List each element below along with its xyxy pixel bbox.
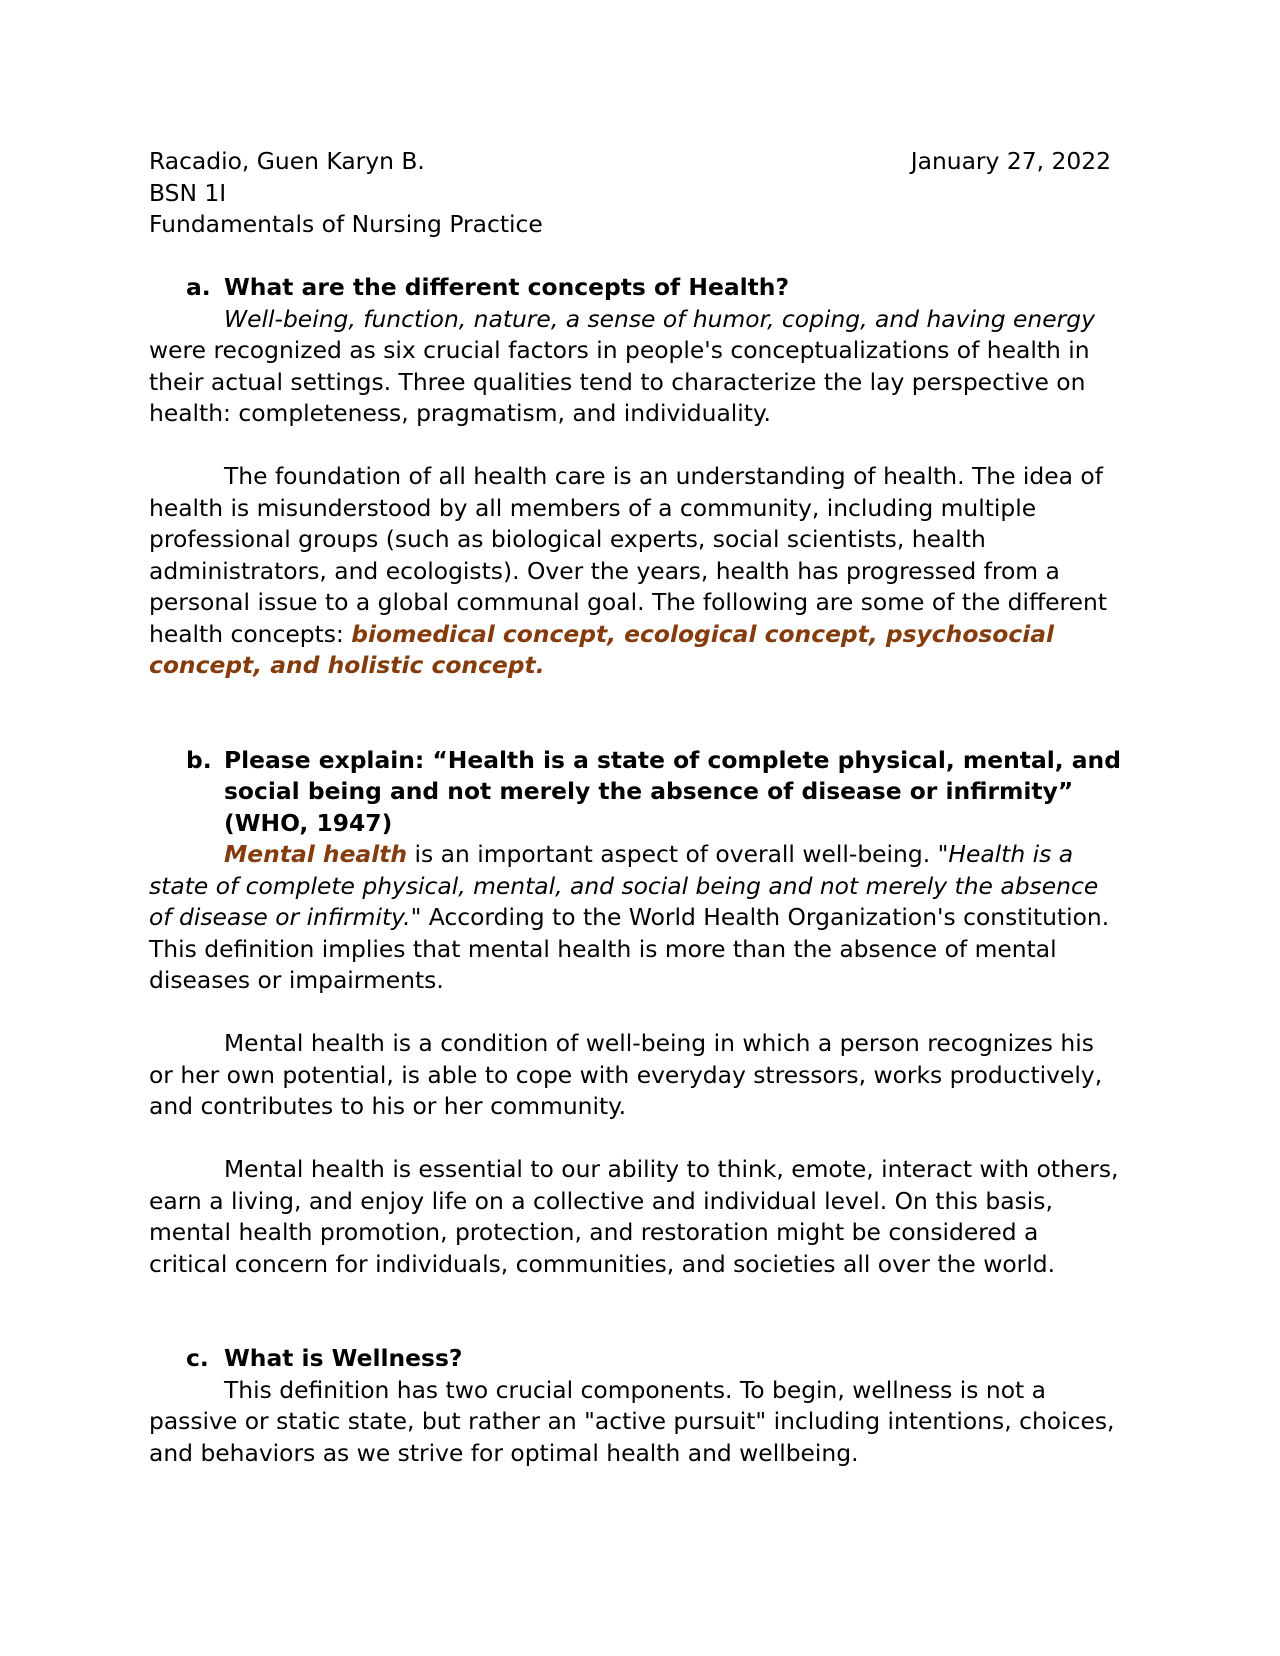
question-c-title: What is Wellness?: [224, 1344, 463, 1372]
header-name-row: [149, 146, 1123, 178]
who-definition-quote: Health is a state of complete physical, mental, and social being and not merely the absence of disease or infirmity.: [149, 840, 1099, 931]
student-name: Racadio, Guen Karyn B.: [149, 147, 425, 175]
question-b-title: Please explain: “Health is a state of complete physical, mental, and social being and not merely the absence of disease or infirmity” (WHO, 1947): [224, 745, 1121, 837]
question-b-letter: b.: [186, 745, 212, 774]
course-title: Fundamentals of Nursing Practice: [149, 210, 543, 238]
spacer: [149, 713, 1123, 745]
document-page: [149, 146, 1123, 1469]
question-b-paragraph-1: Mental health is an important aspect of overall well-being. "Health is a state of complete physical, mental, and social being and not merely the absence of disease or infirmity." According to the World Health Organization's constitution. This definition implies that mental health is more than the absence of mental diseases or impairments.: [149, 840, 1110, 994]
question-c-paragraph-1: This definition has two crucial components. To begin, wellness is not a passive or static state, but rather an "active pursuit" including intentions, choices, and behaviors as we strive for optimal health and wellbeing.: [149, 1375, 1115, 1467]
question-a-paragraph-2: The foundation of all health care is an understanding of health. The idea of health is misunderstood by all members of a community, including multiple professional groups (such as biological experts, social scientists, health administrators, and ecologists). Over the years, health has progressed from a personal issue to a global communal goal. The following are some of the different health concepts: biomedical concept, ecological concept, psychosocial concept, and holistic concept.: [149, 462, 1107, 679]
spacer: [149, 1123, 1123, 1155]
student-section: BSN 1I: [149, 178, 227, 207]
health-concepts-list: biomedical concept, ecological concept, psychosocial concept, and holistic concept.: [149, 619, 1055, 679]
question-a-paragraph-1: Well-being, function, nature, a sense of humor, coping, and having energy were recognized as six crucial factors in people's conceptualizations of health in their actual settings. Three qualities tend to characterize the lay perspective on health: completeness, pragmatism, and individuality.: [149, 304, 1095, 427]
question-a-heading: [149, 272, 1123, 304]
spacer: [149, 430, 1123, 462]
question-b-heading: [149, 745, 1123, 840]
spacer: [149, 1312, 1123, 1344]
document-date: January 27, 2022: [910, 147, 1111, 175]
question-c-letter: c.: [186, 1344, 209, 1372]
spacer: [149, 682, 1123, 714]
question-c-heading: [149, 1343, 1123, 1375]
question-b-paragraph-2: Mental health is a condition of well-being in which a person recognizes his or her own potential, is able to cope with everyday stressors, works productively, and contributes to his or her community.: [149, 1029, 1103, 1120]
question-a-letter: a.: [186, 273, 211, 301]
header-section-row: [149, 178, 1123, 210]
spacer: [149, 241, 1123, 273]
spacer: [149, 997, 1123, 1029]
question-b-paragraph-3: Mental health is essential to our ability to think, emote, interact with others, earn a living, and enjoy life on a collective and individual level. On this basis, mental health promotion, protection, and restoration might be considered a critical concern for individuals, communities, and societies all over the world.: [149, 1155, 1119, 1278]
mental-health-term: Mental health: [224, 840, 408, 868]
question-a-title: What are the different concepts of Health?: [224, 273, 790, 301]
question-a-factors: Well-being, function, nature, a sense of humor, coping, and having energy: [224, 304, 1095, 333]
spacer: [149, 1280, 1123, 1312]
header-course-row: [149, 209, 1123, 241]
